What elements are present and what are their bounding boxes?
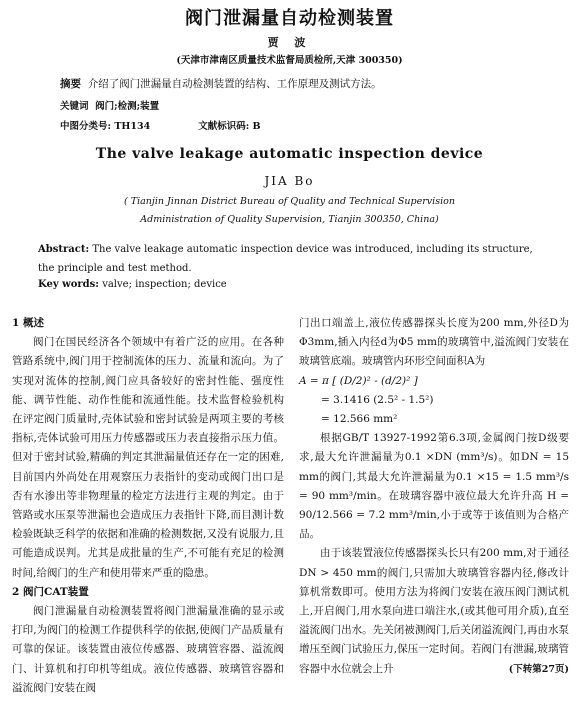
paper-title-cn: 阀门泄漏量自动检测装置 [185,8,394,29]
abstract-text-en: The valve leakage automatic inspection device was introduced, including its structure, the principle and test method. [38,244,533,274]
abstract-cn [60,76,530,91]
paper-title-en: The valve leakage automatic inspection device [95,146,484,162]
paragraph-device: 阀门泄漏量自动检测装置将阀门泄漏量准确的显示或打印,为阀门的检测工作提供科学的依据,使阀门产品质量有可靠的保证。该装置由液位传感器、玻璃管容器、溢流阀门、计算机和打印机等组成。液位传感器、玻璃管容器和溢流阀门安装在阀 [12,605,284,694]
keywords-text-cn: 阀门;检测;装置 [95,101,160,112]
continued-note: (下转第27页) [508,663,569,675]
affiliation-en-line1: ( Tianjin Jinnan District Bureau of Quality and Technical Supervision [124,196,455,207]
keywords-cn [60,98,530,112]
keywords-en [38,279,544,290]
formula-area: A = π [ (D/2)² - (d/2)² ] [299,374,418,387]
keywords-label-en: Key words: [38,279,99,290]
abstract-label-cn: 摘要 [60,78,81,90]
section-heading-overview: 1 概述 [12,317,44,329]
formula-step: = 3.1416 (2.5² - 1.5²) [321,393,434,406]
paragraph-standard: 根据GB/T 13927-1992第6.3项,金属阀门按D级要求,最大允许泄漏量为0.1 ×DN (mm³/s)。如DN = 15 mm的阀门,其最大允许泄漏量为0.1 ×15 = 1.5 mm³/s = 90 mm³/min。在玻璃容器中液位最大允许升高 H = 90/12.566 = 7.2 mm³/min,小于或等于该值则为合格产品。 [299,432,569,541]
affiliation-en-line2: Administration of Quality Supervision, Tianjin 300350, China) [140,214,439,225]
formula-result: = 12.566 mm² [321,413,398,426]
author-cn: 贾 波 [267,36,312,49]
class-label-cn: 中图分类号: [60,121,112,132]
class-value-cn: TH134 [114,121,151,132]
paragraph-usage: 由于该装置液位传感器探头长只有200 mm,对于通径DN > 450 mm的阀门,只需加大玻璃管容器内径,修改计算机常数即可。使用方法为将阀门安装在液压阀门测试机上,开启阀门,用水泵向进口端注水,(或其他可用介质),直至溢流阀门出水。先关闭被测阀门,后关闭溢流阀门,再由水泵增压至阀门试验压力,保压一定时间。若阀门有泄漏,玻璃管容器中水位就会上升 (下转第27页) [299,544,569,678]
abstract-label-en: Abstract: [38,244,90,255]
section-heading-device: 2 阀门CAT装置 [12,585,89,598]
paragraph-overview: 阀门在国民经济各个领域中有着广泛的应用。在各种管路系统中,阀门用于控制流体的压力、流量和流向。为了实现对流体的控制,阀门应具备较好的密封性能、强度性能、调节性能、动作性能和流通性能。技术监督检验机构在评定阀门质量时,壳体试验和密封试验是两项主要的考核指标,壳体试验可用压力传感器或压力表直接指示压力值。但对于密封试验,精确的判定其泄漏量值还存在一定的困难,目前国内外尚处在用观察压力表指针的变动或阀门出口是否有水渗出等非物理量的检定方法进行主观的判定。由于管路或水压泵等泄漏也会造成压力表指针下降,而目测计数检验既缺乏科学的依据和准确的检测数据,又没有说服力,且可能造成误判。尤其是成批量的生产,不可能有充足的检测时间,给阀门的生产和使用带来严重的隐患。 [12,336,284,579]
classification-cn [60,118,530,132]
doc-label-cn: 文献标识码: [198,121,250,132]
keywords-label-cn: 关键词 [60,101,89,112]
abstract-text-cn: 介绍了阀门泄漏量自动检测装置的结构、工作原理及测试方法。 [87,78,382,90]
doc-value-cn: B [252,121,261,132]
body-column-left [12,314,284,698]
affiliation-cn: (天津市津南区质量技术监督局质检所,天津 300350) [176,55,403,66]
author-en: JIA Bo [264,174,315,188]
body-column-right [299,314,569,679]
paragraph-sensor: 门出口端盖上,液位传感器探头长度为200 mm,外径D为Φ3mm,插入内径d为Φ5 mm的玻璃管中,溢流阀门安装在玻璃管底端。玻璃管内环形空间面积A为 [299,317,569,368]
keywords-text-en: valve; inspection; device [102,279,227,290]
abstract-en [38,240,544,278]
